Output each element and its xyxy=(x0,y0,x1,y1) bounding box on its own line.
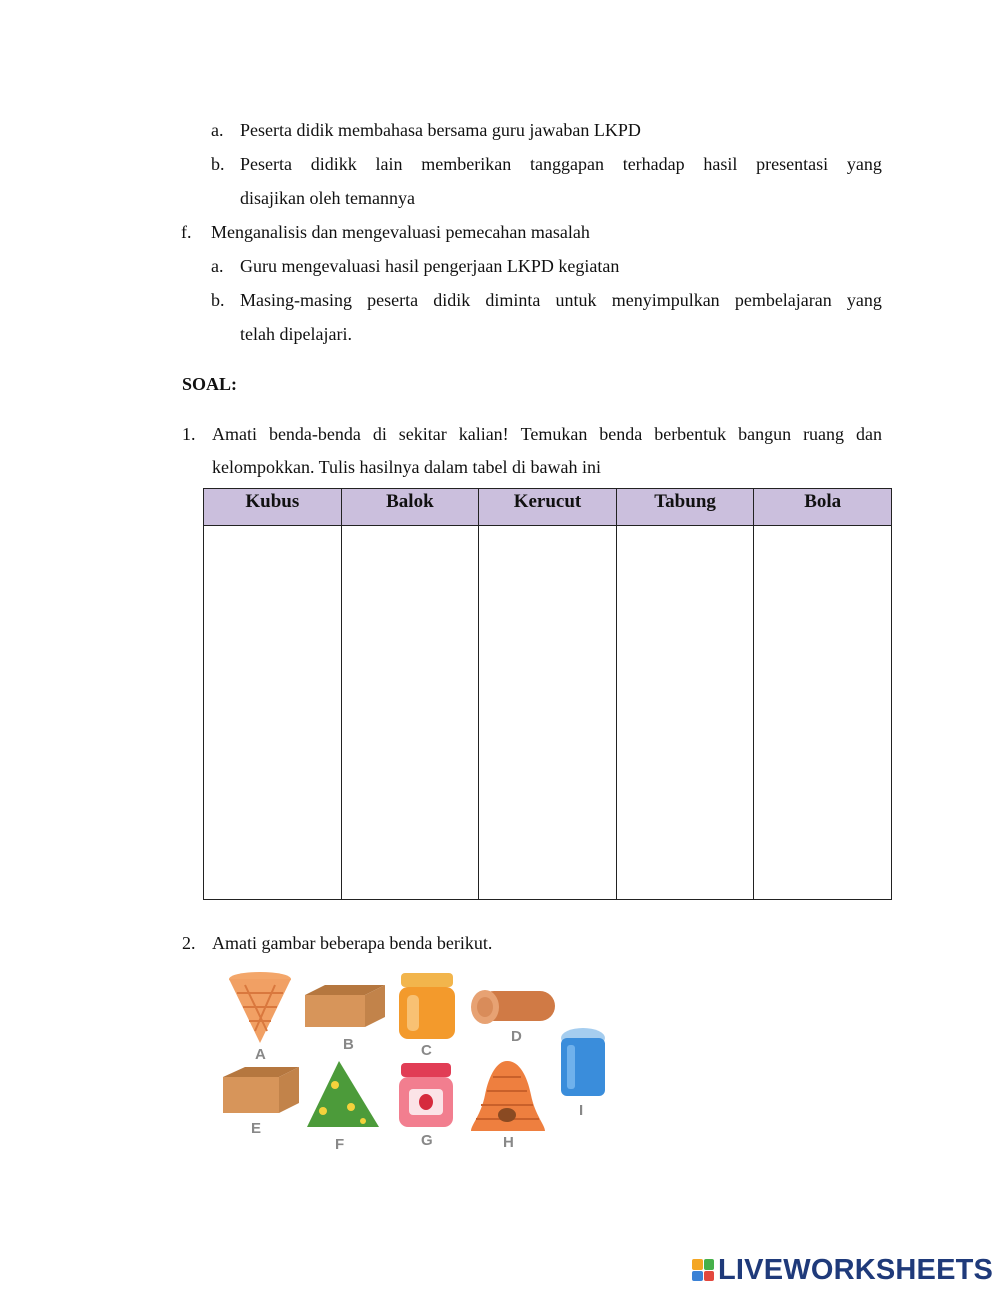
object-label: B xyxy=(343,1036,354,1053)
wooden-log-icon xyxy=(471,990,555,1024)
shapes-table xyxy=(203,488,892,900)
item-marker: a. xyxy=(211,120,224,140)
word: tanggapan xyxy=(529,154,604,174)
beehive-icon xyxy=(471,1061,545,1131)
table-row xyxy=(204,526,892,900)
answer-cell-bola[interactable] xyxy=(754,526,892,900)
word: didik xyxy=(433,290,471,310)
word: benda xyxy=(599,424,643,444)
section-title: Menganalisis dan mengevaluasi pemecahan masalah xyxy=(211,222,590,242)
objects-illustration xyxy=(215,965,615,1155)
word: pembelajaran xyxy=(734,290,832,310)
header-kerucut: Kerucut xyxy=(479,489,617,526)
jam-jar-icon xyxy=(399,1063,453,1127)
word: memberikan xyxy=(421,154,512,174)
answer-cell-balok[interactable] xyxy=(341,526,479,900)
question-text-justified xyxy=(212,423,882,445)
item-marker: b. xyxy=(211,154,225,174)
word: didikk xyxy=(310,154,357,174)
word: sekitar xyxy=(398,424,447,444)
word: berbentuk xyxy=(654,424,727,444)
object-label: G xyxy=(421,1132,433,1149)
list-item-text-justified xyxy=(240,153,882,175)
word: Amati xyxy=(212,424,257,444)
word: dan xyxy=(855,424,882,444)
object-label: D xyxy=(511,1028,522,1045)
salt-shaker-icon xyxy=(561,1028,605,1096)
word: menyimpulkan xyxy=(611,290,720,310)
word: Temukan xyxy=(520,424,588,444)
word: Peserta xyxy=(240,154,292,174)
word: lain xyxy=(375,154,403,174)
word: untuk xyxy=(555,290,597,310)
question-text: Amati gambar beberapa benda berikut. xyxy=(212,933,493,953)
list-item-text: Peserta didik membahasa bersama guru jawaban LKPD xyxy=(240,120,641,140)
item-marker: b. xyxy=(211,290,225,310)
list-item-text-justified xyxy=(240,289,882,311)
word: presentasi xyxy=(756,154,829,174)
header-tabung: Tabung xyxy=(616,489,754,526)
word: diminta xyxy=(485,290,541,310)
liveworksheets-watermark xyxy=(692,1253,993,1287)
table-header-row xyxy=(204,489,892,526)
word: di xyxy=(372,424,387,444)
party-hat-icon xyxy=(307,1061,379,1127)
ice-cream-cone-icon xyxy=(229,972,291,1043)
honey-jar-icon xyxy=(399,973,455,1039)
word: bangun xyxy=(738,424,792,444)
word: terhadap xyxy=(622,154,685,174)
brand-text: LIVEWORKSHEETS xyxy=(718,1253,994,1286)
object-label: C xyxy=(421,1042,432,1059)
word: yang xyxy=(846,290,882,310)
header-kubus: Kubus xyxy=(204,489,342,526)
list-item-text: Guru mengevaluasi hasil pengerjaan LKPD kegiatan xyxy=(240,256,620,276)
liveworksheets-logo-icon xyxy=(692,1259,714,1281)
word: Masing-masing xyxy=(240,290,352,310)
object-label: F xyxy=(335,1136,345,1153)
header-balok: Balok xyxy=(341,489,479,526)
wooden-tray-icon xyxy=(223,1067,299,1113)
header-bola: Bola xyxy=(754,489,892,526)
word: hasil xyxy=(703,154,738,174)
list-item-text: disajikan oleh temannya xyxy=(240,188,415,208)
object-label: H xyxy=(503,1134,514,1151)
list-item-text: telah dipelajari. xyxy=(240,324,352,344)
object-label: A xyxy=(255,1046,266,1063)
section-marker: f. xyxy=(181,222,192,242)
word: peserta xyxy=(367,290,419,310)
object-label: I xyxy=(579,1102,584,1119)
question-number: 2. xyxy=(182,933,196,953)
word: kalian! xyxy=(458,424,509,444)
soal-heading: SOAL: xyxy=(182,374,238,394)
answer-cell-kerucut[interactable] xyxy=(479,526,617,900)
object-label: E xyxy=(251,1120,262,1137)
word: ruang xyxy=(803,424,845,444)
open-box-icon xyxy=(305,985,385,1027)
answer-cell-tabung[interactable] xyxy=(616,526,754,900)
question-number: 1. xyxy=(182,424,196,444)
answer-cell-kubus[interactable] xyxy=(204,526,342,900)
word: benda-benda xyxy=(268,424,361,444)
item-marker: a. xyxy=(211,256,224,276)
word: yang xyxy=(846,154,882,174)
question-text: kelompokkan. Tulis hasilnya dalam tabel di bawah ini xyxy=(212,457,601,477)
